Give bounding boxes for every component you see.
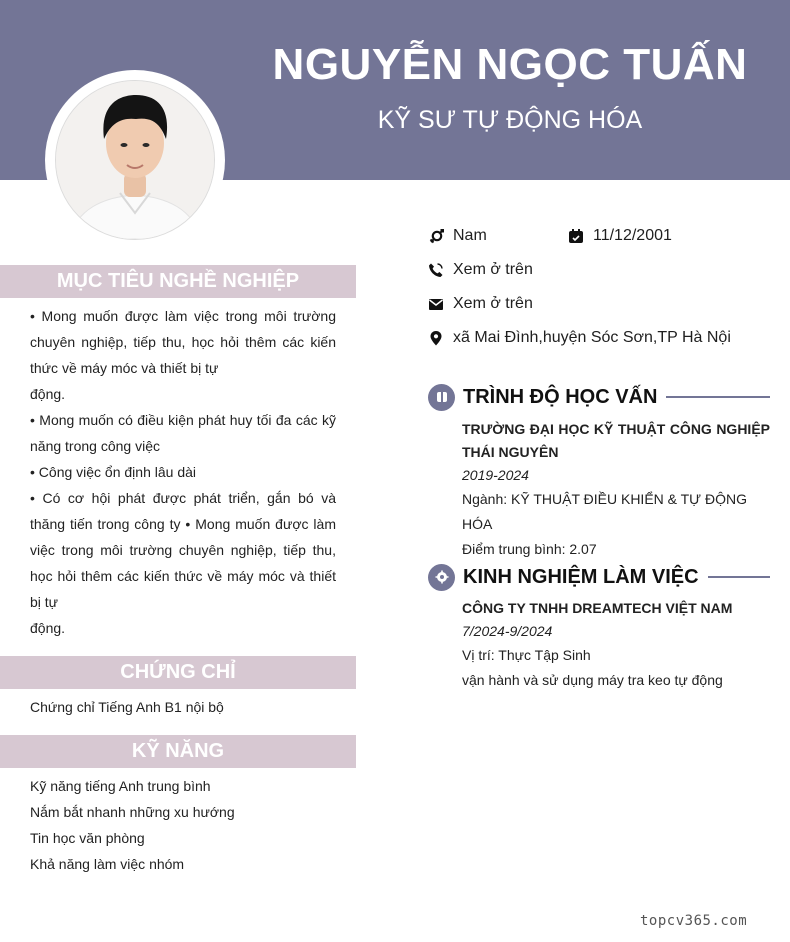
company-name: CÔNG TY TNHH DREAMTECH VIỆT NAM [462, 600, 733, 616]
objective-line: • Có cơ hội phát được phát triển, gắn bó và thăng tiến trong công ty • Mong muốn được làm việc trong môi trường chuyên nghiệp, tiếp thu, học hỏi thêm các kiến thức về máy móc và thiết bị tự [30, 490, 336, 610]
education-major: Ngành: KỸ THUẬT ĐIỀU KHIỂN & TỰ ĐỘNG HÓA [462, 491, 748, 532]
objective-line: động. [30, 386, 66, 402]
objective-heading: MỤC TIÊU NGHỀ NGHIỆP [0, 265, 356, 298]
objective-line: động. [30, 620, 66, 636]
education-heading-row [428, 382, 770, 412]
address-value: xã Mai Đình,huyện Sóc Sơn,TP Hà Nội [453, 329, 731, 346]
education-heading: TRÌNH ĐỘ HỌC VẤN [463, 385, 658, 408]
experience-description: vận hành và sử dụng máy tra keo tự động [462, 672, 723, 688]
envelope-icon [428, 296, 444, 312]
candidate-name: NGUYỄN NGỌC TUẤN [272, 40, 748, 89]
education-period: 2019-2024 [462, 467, 529, 483]
objective-line: • Mong muốn có điều kiện phát huy tối đa các kỹ năng trong công việc [30, 412, 336, 454]
briefcase-icon [428, 564, 455, 591]
education-gpa: Điểm trung bình: 2.07 [462, 541, 597, 557]
skill-item: Nắm bắt nhanh những xu hướng [30, 804, 235, 820]
phone-row [428, 258, 533, 282]
experience-heading-row [428, 562, 770, 592]
birthday-row [568, 224, 672, 248]
skill-item: Khả năng làm việc nhóm [30, 856, 185, 872]
experience-heading: KINH NGHIỆM LÀM VIỆC [463, 565, 699, 588]
gender-row [428, 224, 487, 248]
gender-value: Nam [453, 227, 487, 244]
calendar-icon [568, 228, 584, 244]
education-block [462, 418, 770, 562]
gender-icon [428, 228, 444, 244]
experience-period: 7/2024-9/2024 [462, 623, 553, 639]
email-row [428, 292, 533, 316]
address-row [428, 326, 731, 350]
school-name: TRƯỜNG ĐẠI HỌC KỸ THUẬT CÔNG NGHIỆP THÁI NGUYÊN [462, 421, 770, 460]
education-divider [666, 396, 770, 398]
watermark: topcv365.com [640, 913, 748, 929]
certificates-list [30, 694, 336, 720]
email-value: Xem ở trên [453, 295, 533, 312]
skill-item: Kỹ năng tiếng Anh trung bình [30, 778, 211, 794]
job-title: KỸ SƯ TỰ ĐỘNG HÓA [377, 106, 643, 134]
certificates-heading: CHỨNG CHỈ [0, 656, 356, 689]
skills-heading: KỸ NĂNG [0, 735, 356, 768]
experience-divider [708, 576, 770, 578]
skills-list [30, 773, 336, 877]
book-icon [428, 384, 455, 411]
objective-text [30, 303, 336, 641]
experience-position: Vị trí: Thực Tập Sinh [462, 647, 591, 663]
birthday-value: 11/12/2001 [593, 227, 672, 244]
experience-block [462, 597, 770, 693]
skill-item: Tin học văn phòng [30, 830, 145, 846]
profile-photo [55, 80, 215, 240]
objective-line: • Mong muốn được làm việc trong môi trường chuyên nghiệp, tiếp thu, học hỏi thêm các kiến thức về máy móc và thiết bị tự [30, 308, 336, 376]
phone-icon [428, 262, 444, 278]
phone-value: Xem ở trên [453, 261, 533, 278]
location-pin-icon [428, 330, 444, 346]
certificate-item: Chứng chỉ Tiếng Anh B1 nội bộ [30, 699, 224, 715]
objective-line: • Công việc ổn định lâu dài [30, 464, 197, 480]
profile-photo-frame [45, 70, 225, 250]
